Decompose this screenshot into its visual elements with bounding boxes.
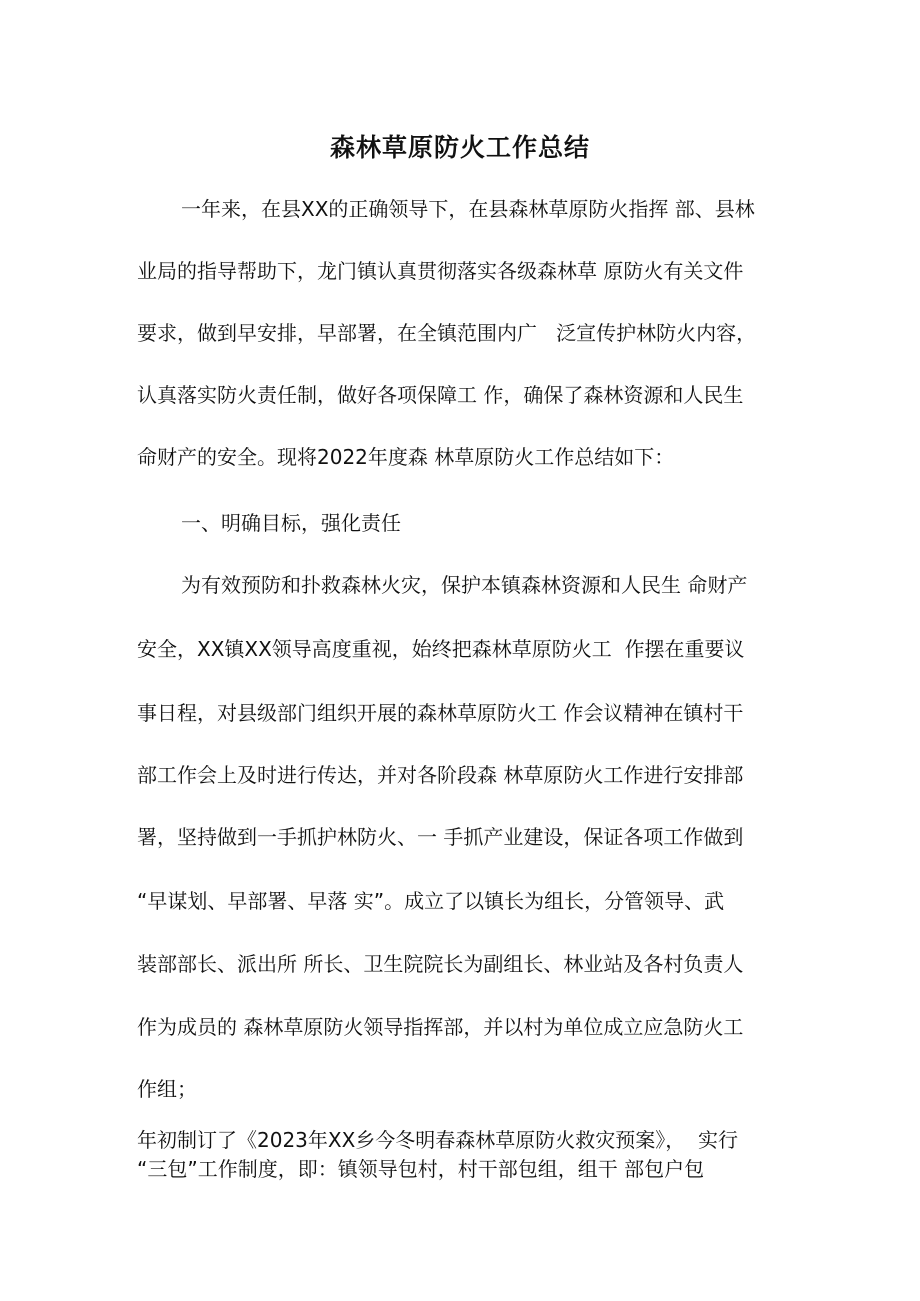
- paragraph-line: 业局的指导帮助下，龙门镇认真贯彻落实各级森林草 原防火有关文件: [137, 259, 744, 283]
- paragraph-line: 要求，做到早安排，早部署，在全镇范围内广 泛宣传护林防火内容，: [137, 321, 757, 345]
- document-title: 森林草原防火工作总结: [329, 133, 590, 162]
- paragraph-line: 装部部长、派出所 所长、卫生院院长为副组长、林业站及各村负责人: [137, 952, 744, 976]
- paragraph-line: 署，坚持做到一手抓护林防火、一 手抓产业建设，保证各项工作做到: [137, 825, 744, 849]
- paragraph-line: 安全，XX镇XX领导高度重视，始终把森林草原防火工 作摆在重要议: [137, 637, 745, 661]
- paragraph-line: “早谋划、早部署、早落 实”。成立了以镇长为组长，分管领导、武: [137, 889, 725, 913]
- paragraph-line: 部工作会上及时进行传达，并对各阶段森 林草原防火工作进行安排部: [137, 763, 744, 787]
- paragraph-line: 命财产的安全。现将2022年度森 林草原防火工作总结如下：: [137, 445, 675, 469]
- paragraph-line: 年初制订了《2023年XX乡今冬明春森林草原防火救灾预案》， 实行: [137, 1128, 739, 1152]
- paragraph-line: 事日程，对县级部门组织开展的森林草原防火工 作会议精神在镇村干: [137, 701, 744, 725]
- paragraph-line: 作组；: [137, 1077, 197, 1101]
- paragraph-line: 一年来，在县XX的正确领导下，在县森林草原防火指挥 部、县林: [181, 197, 755, 221]
- paragraph-line: 为有效预防和扑救森林火灾，保护本镇森林资源和人民生 命财产: [181, 573, 748, 597]
- paragraph-line: “三包”工作制度，即：镇领导包村，村干部包组，组干 部包户包: [137, 1157, 705, 1181]
- paragraph-line: 认真落实防火责任制，做好各项保障工 作，确保了森林资源和人民生: [137, 383, 744, 407]
- section-heading: 一、明确目标，强化责任: [181, 511, 401, 535]
- paragraph-line: 作为成员的 森林草原防火领导指挥部，并以村为单位成立应急防火工: [137, 1015, 744, 1039]
